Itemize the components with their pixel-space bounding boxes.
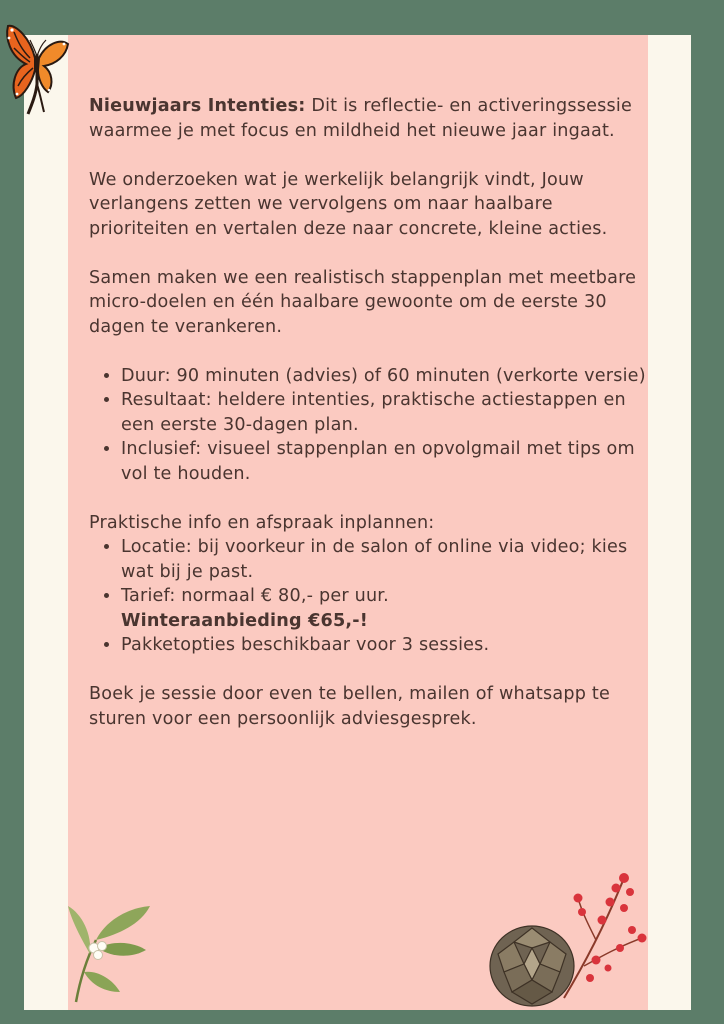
practical-location: • Locatie: bij voorkeur in de salon of online via video; kies wat bij je past. [121, 535, 649, 584]
detail-included: • Inclusief: visueel stappenplan en opvolgmail met tips om vol te houden. [121, 437, 649, 486]
paragraph-plan: Samen maken we een realistisch stappenplan met meetbare micro-doelen en één haalbare gewoonte om de eerste 30 dagen te verankeren. [89, 267, 637, 337]
practical-heading: Praktische info en afspraak inplannen: [89, 512, 435, 533]
closing-paragraph: Boek je sessie door even te bellen, mailen of whatsapp te sturen voor een persoonlijk adviesgesprek. [89, 684, 610, 729]
practical-list [89, 535, 649, 658]
intro-title: Nieuwjaars Intenties: [89, 96, 306, 116]
details-list [89, 364, 649, 487]
mistletoe-leaves-icon [62, 900, 162, 1005]
practical-packages: • Pakketopties beschikbaar voor 3 sessies. [121, 633, 649, 658]
pinecone-berries-icon [484, 868, 649, 1013]
detail-result: • Resultaat: heldere intenties, praktische actiestappen en een eerste 30-dagen plan. [121, 388, 649, 437]
detail-duration: • Duur: 90 minuten (advies) of 60 minuten (verkorte versie) [121, 364, 649, 389]
tariff-text: Tarief: normaal € 80,- per uur. [121, 586, 389, 606]
document-body [89, 94, 649, 756]
paragraph-values: We onderzoeken wat je werkelijk belangrijk vindt, Jouw verlangens zetten we vervolgens om naar haalbare prioriteiten en vertalen deze naar concrete, kleine acties. [89, 169, 608, 239]
intro-paragraph [89, 94, 649, 143]
butterfly-icon [2, 18, 72, 118]
winter-offer: Winteraanbieding €65,-! [121, 610, 369, 631]
intro-text: Dit is reflectie- en activeringssessie waarmee je met focus en mildheid het nieuwe jaar ingaat. [89, 96, 633, 141]
practical-tariff [121, 584, 649, 633]
